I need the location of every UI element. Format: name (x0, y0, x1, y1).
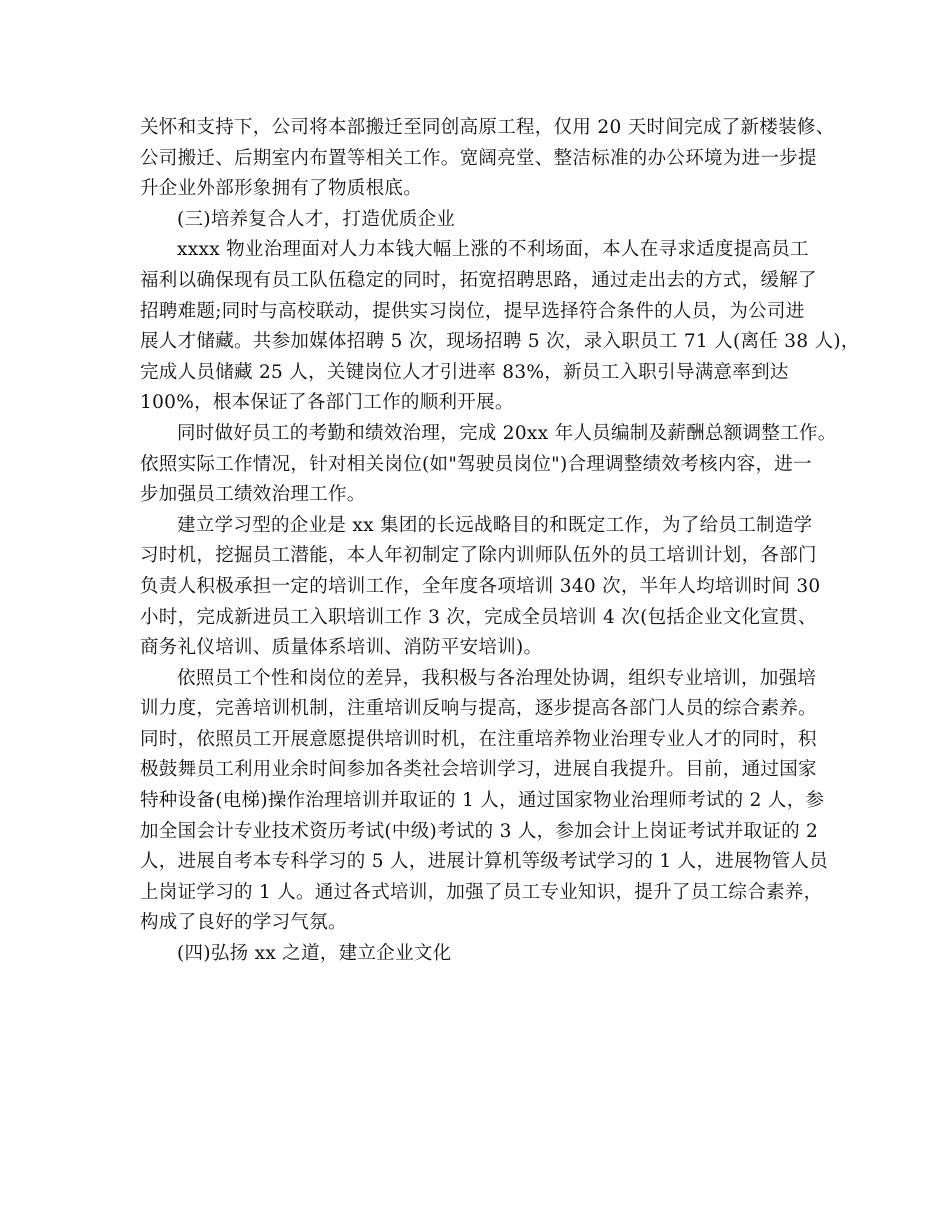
text-line: 训力度，完善培训机制，注重培训反响与提高，逐步提高各部门人员的综合素养。 (140, 698, 817, 720)
text-line: 商务礼仪培训、质量体系培训、消防平安培训)。 (140, 637, 543, 659)
text-line: 特种设备(电梯)操作治理培训并取证的 1 人，通过国家物业治理师考试的 2 人，参 (140, 790, 825, 812)
text-line: 公司搬迁、后期室内布置等相关工作。宽阔亮堂、整洁标准的办公环境为进一步提 (140, 147, 817, 169)
text-line: 建立学习型的企业是 xx 集团的长远战略目的和既定工作，为了给员工制造学 (177, 514, 813, 536)
text-line: 完成人员储藏 25 人，关键岗位人才引进率 83%，新员工入职引导满意率到达 (140, 361, 789, 383)
text-line: 上岗证学习的 1 人。通过各式培训，加强了员工专业知识，提升了员工综合素养， (140, 881, 823, 903)
text-line: 同时，依照员工开展意愿提供培训时机，在注重培养物业治理专业人才的同时，积 (140, 728, 817, 750)
text-line: 小时，完成新进员工入职培训工作 3 次，完成全员培训 4 次(包括企业文化宣贯、 (140, 606, 817, 628)
text-line: 习时机，挖掘员工潜能，本人年初制定了除内训师队伍外的员工培训计划，各部门 (140, 545, 817, 567)
text-line: xxxx 物业治理面对人力本钱大幅上涨的不利场面，本人在寻求适度提高员工 (177, 239, 809, 261)
section-heading: (三)培养复合人才，打造优质企业 (177, 208, 456, 230)
text-line: 加全国会计专业技术资历考试(中级)考试的 3 人，参加会计上岗证考试并取证的 2 (140, 820, 819, 842)
text-line: 依照员工个性和岗位的差异，我积极与各治理处协调，组织专业培训，加强培 (177, 667, 817, 689)
text-line: 依照实际工作情况，针对相关岗位(如"驾驶员岗位")合理调整绩效考核内容，进一 (140, 453, 812, 475)
text-line: 100%，根本保证了各部门工作的顺利开展。 (140, 392, 514, 414)
text-line: 极鼓舞员工利用业余时间参加各类社会培训学习，进展自我提升。目前，通过国家 (140, 759, 817, 781)
document-body (140, 113, 860, 970)
text-line: 负责人积极承担一定的培训工作，全年度各项培训 340 次，半年人均培训时间 30 (140, 575, 821, 597)
section-heading: (四)弘扬 xx 之道，建立企业文化 (177, 943, 452, 965)
text-line: 关怀和支持下，公司将本部搬迁至同创高原工程，仅用 20 天时间完成了新楼装修、 (140, 117, 835, 138)
text-line: 招聘难题;同时与高校联动，提供实习岗位，提早选择符合条件的人员，为公司进 (140, 300, 805, 322)
text-line: 人，进展自考本专科学习的 5 人，进展计算机等级考试学习的 1 人，进展物管人员 (140, 851, 829, 873)
text-line: 构成了良好的学习气氛。 (140, 912, 347, 934)
text-line: 展人才储藏。共参加媒体招聘 5 次，现场招聘 5 次，录入职员工 71 人(离任 38 人)， (140, 331, 860, 353)
text-line: 步加强员工绩效治理工作。 (140, 484, 366, 506)
text-line: 升企业外部形象拥有了物质根底。 (140, 178, 423, 200)
text-line: 同时做好员工的考勤和绩效治理，完成 20xx 年人员编制及薪酬总额调整工作。 (177, 422, 837, 444)
text-line: 福利以确保现有员工队伍稳定的同时，拓宽招聘思路，通过走出去的方式，缓解了 (140, 269, 817, 291)
